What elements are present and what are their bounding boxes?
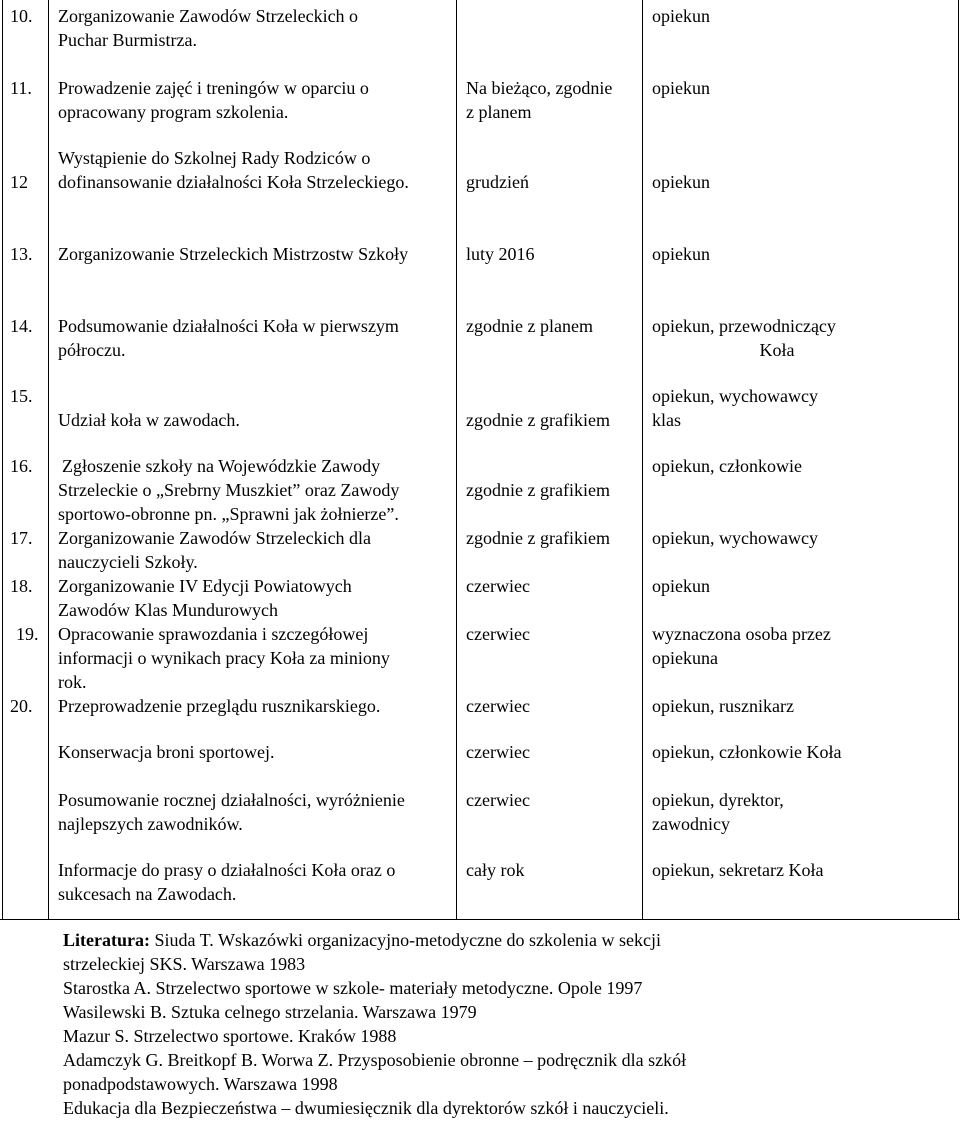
activity-line: Podsumowanie działalności Koła w pierwszym <box>58 316 399 336</box>
literature-ref: strzeleckiej SKS. Warszawa 1983 <box>63 954 306 974</box>
activity-line: rok. <box>58 672 87 692</box>
responsible-line: opiekun, sekretarz Koła <box>652 860 824 880</box>
literature-ref: Adamczyk G. Breitkopf B. Worwa Z. Przysposobienie obronne – podręcznik dla szkół <box>63 1050 687 1070</box>
term-line: luty 2016 <box>466 244 535 264</box>
literature-ref-text: Siuda T. Wskazówki organizacyjno-metodyczne do szkolenia w sekcji <box>149 930 661 950</box>
term-line: zgodnie z grafikiem <box>466 528 610 548</box>
responsible-line: opiekuna <box>652 648 718 668</box>
literature-section <box>63 928 943 1120</box>
responsible-line: Koła <box>759 340 795 360</box>
activity-line: Puchar Burmistrza. <box>58 30 197 50</box>
row-number: 15. <box>10 386 33 406</box>
activity-line: Zawodów Klas Mundurowych <box>58 600 278 620</box>
activity-line: Posumowanie rocznej działalności, wyróżnienie <box>58 790 405 810</box>
activity-line: Zorganizowanie IV Edycji Powiatowych <box>58 576 352 596</box>
activity-line: nauczycieli Szkoły. <box>58 552 198 572</box>
responsible-line: opiekun, dyrektor, <box>652 790 784 810</box>
table-border-bottom <box>0 919 960 920</box>
activity-line: dofinansowanie działalności Koła Strzeleckiego. <box>58 172 409 192</box>
responsible-line: opiekun <box>652 244 710 264</box>
term-line: cały rok <box>466 860 525 880</box>
row-number: 17. <box>10 528 33 548</box>
activity-line: Zorganizowanie Zawodów Strzeleckich dla <box>58 528 372 548</box>
activity-line: Przeprowadzenie przeglądu rusznikarskiego. <box>58 696 381 716</box>
activity-line: Konserwacja broni sportowej. <box>58 742 275 762</box>
activity-line: najlepszych zawodników. <box>58 814 243 834</box>
term-line: czerwiec <box>466 696 530 716</box>
table-border-activity <box>456 0 457 920</box>
row-number: 14. <box>10 316 33 336</box>
activity-line: Wystąpienie do Szkolnej Rady Rodziców o <box>58 148 371 168</box>
activity-line: sportowo-obronne pn. „Sprawni jak żołnierze”. <box>58 504 399 524</box>
responsible-line: opiekun, przewodniczący <box>652 316 836 336</box>
responsible-line: opiekun <box>652 78 710 98</box>
responsible-line: opiekun <box>652 172 710 192</box>
responsible-line: opiekun, wychowawcy <box>652 386 818 406</box>
row-number: 16. <box>10 456 33 476</box>
term-line: czerwiec <box>466 624 530 644</box>
row-number: 12 <box>10 172 28 192</box>
literature-label: Literatura: <box>63 930 150 950</box>
activity-line: Zorganizowanie Zawodów Strzeleckich o <box>58 6 359 26</box>
literature-ref <box>63 928 943 952</box>
literature-ref: Starostka A. Strzelectwo sportowe w szkole- materiały metodyczne. Opole 1997 <box>63 978 643 998</box>
term-line: czerwiec <box>466 790 530 810</box>
table-border-right <box>958 0 959 920</box>
activity-line: Zorganizowanie Strzeleckich Mistrzostw Szkoły <box>58 244 409 264</box>
row-number: 20. <box>10 696 33 716</box>
literature-ref: ponadpodstawowych. Warszawa 1998 <box>63 1074 338 1094</box>
responsible-line: opiekun <box>652 576 710 596</box>
activity-line: Informacje do prasy o działalności Koła oraz o <box>58 860 396 880</box>
responsible-line: zawodnicy <box>652 814 730 834</box>
activity-line: informacji o wynikach pracy Koła za miniony <box>58 648 390 668</box>
term-line: czerwiec <box>466 742 530 762</box>
activity-line: Strzeleckie o „Srebrny Muszkiet” oraz Zawody <box>58 480 400 500</box>
literature-ref: Edukacja dla Bezpieczeństwa – dwumiesięcznik dla dyrektorów szkół i nauczycieli. <box>63 1098 669 1118</box>
activity-line: Udział koła w zawodach. <box>58 410 240 430</box>
term-line: zgodnie z grafikiem <box>466 480 610 500</box>
term-line: zgodnie z planem <box>466 316 593 336</box>
table-border-term <box>642 0 643 920</box>
responsible-line: klas <box>652 410 681 430</box>
term-line: Na bieżąco, zgodnie <box>466 78 613 98</box>
term-line: zgodnie z grafikiem <box>466 410 610 430</box>
responsible-line: opiekun, członkowie Koła <box>652 742 842 762</box>
activity-line: Opracowanie sprawozdania i szczegółowej <box>58 624 369 644</box>
literature-ref: Wasilewski B. Sztuka celnego strzelania. Warszawa 1979 <box>63 1002 477 1022</box>
responsible-line: opiekun, członkowie <box>652 456 802 476</box>
responsible-line: opiekun, rusznikarz <box>652 696 794 716</box>
row-number: 10. <box>10 6 33 26</box>
responsible-line: opiekun <box>652 6 710 26</box>
table-border-left <box>2 0 3 920</box>
term-line: grudzień <box>466 172 529 192</box>
table-border-num <box>48 0 49 920</box>
row-number: 13. <box>10 244 33 264</box>
row-number: 11. <box>10 78 32 98</box>
activity-line: sukcesach na Zawodach. <box>58 884 237 904</box>
literature-ref: Mazur S. Strzelectwo sportowe. Kraków 1988 <box>63 1026 397 1046</box>
row-number: 18. <box>10 576 33 596</box>
responsible-line: opiekun, wychowawcy <box>652 528 818 548</box>
responsible-line: wyznaczona osoba przez <box>652 624 831 644</box>
term-line: czerwiec <box>466 576 530 596</box>
activity-line: Prowadzenie zajęć i treningów w oparciu o <box>58 78 369 98</box>
term-line: z planem <box>466 102 532 122</box>
row-number: 19. <box>16 624 39 644</box>
activity-line: Zgłoszenie szkoły na Wojewódzkie Zawody <box>62 456 381 476</box>
activity-line: półroczu. <box>58 340 126 360</box>
activity-line: opracowany program szkolenia. <box>58 102 289 122</box>
